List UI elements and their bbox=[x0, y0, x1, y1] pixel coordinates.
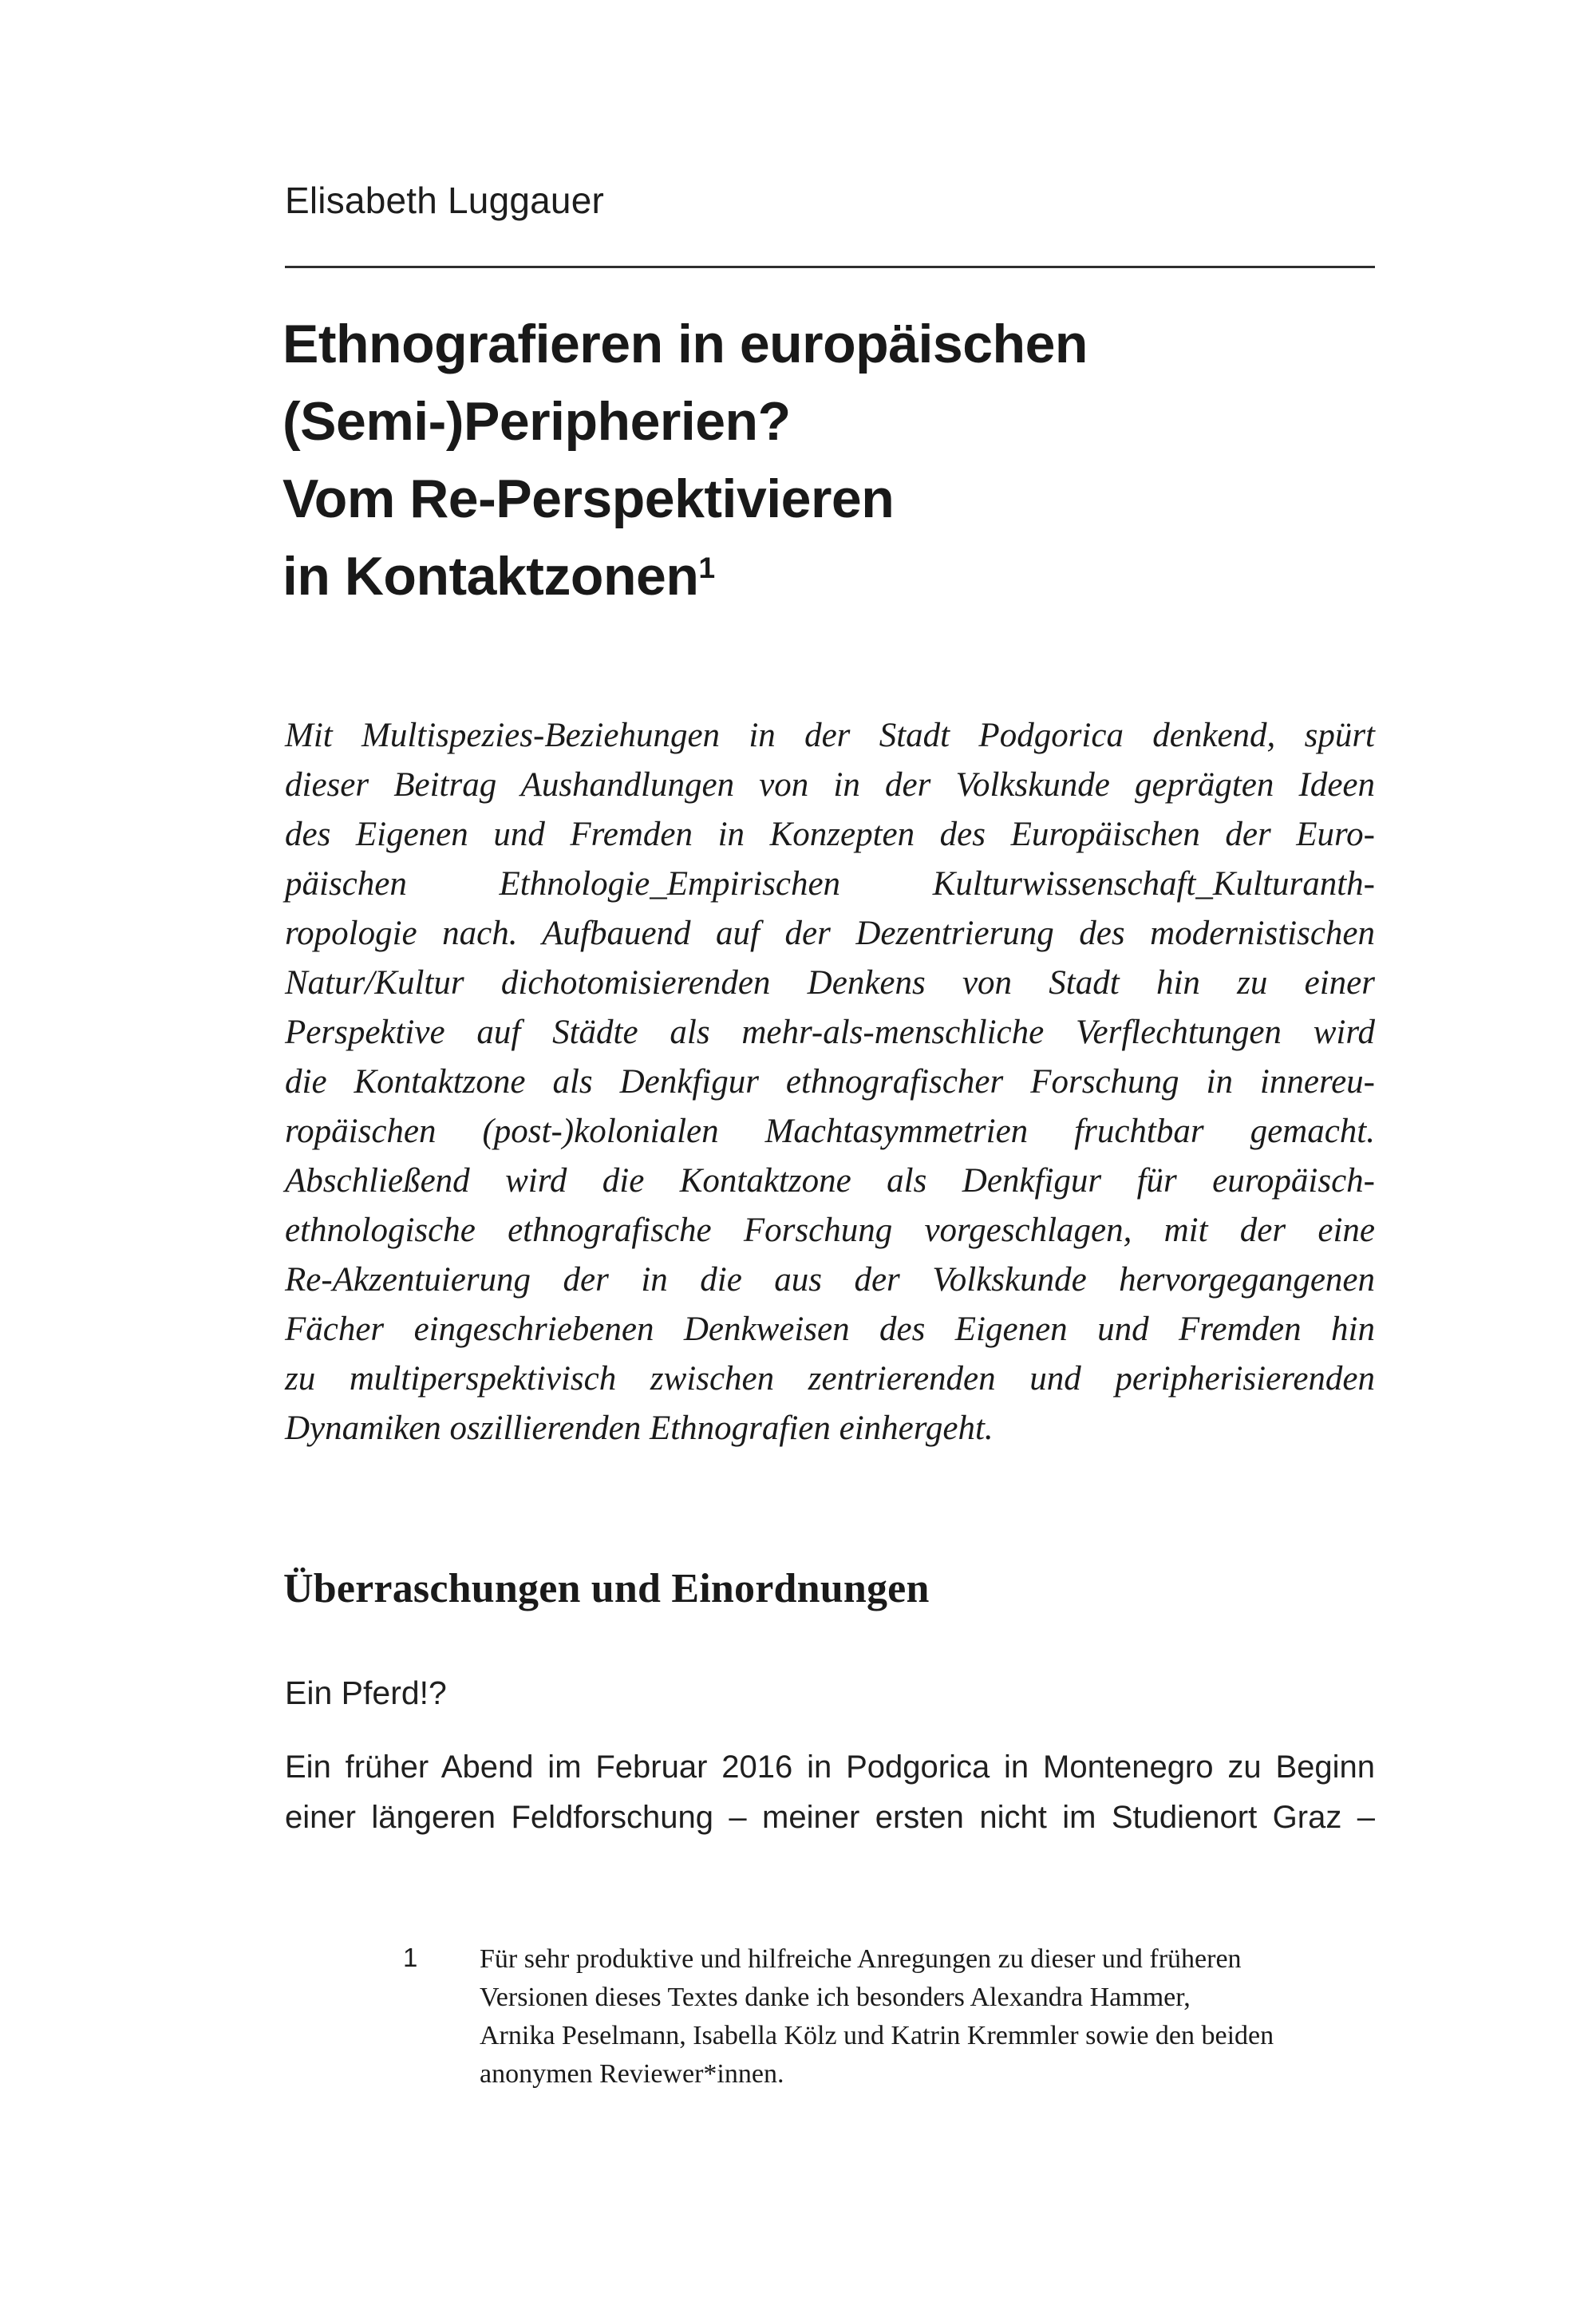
abstract-line: päischen Ethnologie_Empirischen Kulturwissenschaft_Kulturanth- bbox=[285, 865, 1375, 903]
abstract-line: Abschließend wird die Kontaktzone als Denkfigur für europäisch- bbox=[285, 1162, 1375, 1200]
footnote-line: Für sehr produktive und hilfreiche Anregungen zu dieser und früheren bbox=[480, 1944, 1242, 1974]
section-heading: Überraschungen und Einordnungen bbox=[283, 1566, 930, 1611]
title-line: Vom Re-Perspektivieren bbox=[282, 469, 895, 529]
title-line: (Semi-)Peripherien? bbox=[282, 391, 791, 452]
body-paragraph bbox=[285, 1742, 1375, 1843]
subsection-lead: Ein Pferd!? bbox=[285, 1674, 447, 1711]
abstract-line: ropäischen (post-)kolonialen Machtasymmetrien fruchtbar gemacht. bbox=[285, 1113, 1375, 1150]
abstract bbox=[285, 711, 1375, 1453]
abstract-line: Fächer eingeschriebenen Denkweisen des Eigenen und Fremden hin bbox=[285, 1311, 1375, 1348]
footnote-reference: 1 bbox=[698, 551, 715, 585]
abstract-line: Mit Multispezies-Beziehungen in der Stadt Podgorica denkend, spürt bbox=[285, 717, 1375, 754]
abstract-line: Perspektive auf Städte als mehr-als-menschliche Verflechtungen wird bbox=[285, 1014, 1375, 1051]
abstract-line: Dynamiken oszillierenden Ethnografien einhergeht. bbox=[285, 1410, 994, 1447]
article-title bbox=[282, 306, 1088, 623]
abstract-line: Re-Akzentuierung der in die aus der Volkskunde hervorgegangenen bbox=[285, 1261, 1375, 1299]
footnote-line: Versionen dieses Textes danke ich besonders Alexandra Hammer, bbox=[480, 1983, 1191, 2012]
footnote-text bbox=[480, 1940, 1397, 2094]
footnote-line: anonymen Reviewer*innen. bbox=[480, 2059, 784, 2089]
footnote-number: 1 bbox=[403, 1943, 418, 1972]
title-line: Ethnografieren in europäischen bbox=[282, 314, 1088, 374]
abstract-line: zu multiperspektivisch zwischen zentrierenden und peripherisierenden bbox=[285, 1360, 1375, 1398]
abstract-line: die Kontaktzone als Denkfigur ethnografischer Forschung in innereu- bbox=[285, 1063, 1375, 1101]
body-line: einer längeren Feldforschung – meiner ersten nicht im Studienort Graz – bbox=[285, 1800, 1375, 1835]
abstract-line: ropologie nach. Aufbauend auf der Dezentrierung des modernistischen bbox=[285, 915, 1375, 952]
abstract-line: des Eigenen und Fremden in Konzepten des Europäischen der Euro- bbox=[285, 816, 1375, 853]
abstract-line: ethnologische ethnografische Forschung vorgeschlagen, mit der eine bbox=[285, 1212, 1375, 1249]
title-line-text: in Kontaktzonen bbox=[282, 546, 699, 607]
title-line bbox=[282, 538, 1088, 623]
body-line: Ein früher Abend im Februar 2016 in Podgorica in Montenegro zu Beginn bbox=[285, 1750, 1375, 1785]
abstract-line: Natur/Kultur dichotomisierenden Denkens von Stadt hin zu einer bbox=[285, 964, 1375, 1002]
author-name: Elisabeth Luggauer bbox=[285, 180, 605, 221]
abstract-line: dieser Beitrag Aushandlungen von in der Volkskunde geprägten Ideen bbox=[285, 766, 1375, 804]
header-divider bbox=[285, 266, 1375, 268]
footnote-line: Arnika Peselmann, Isabella Kölz und Katrin Kremmler sowie den beiden bbox=[480, 2021, 1274, 2050]
